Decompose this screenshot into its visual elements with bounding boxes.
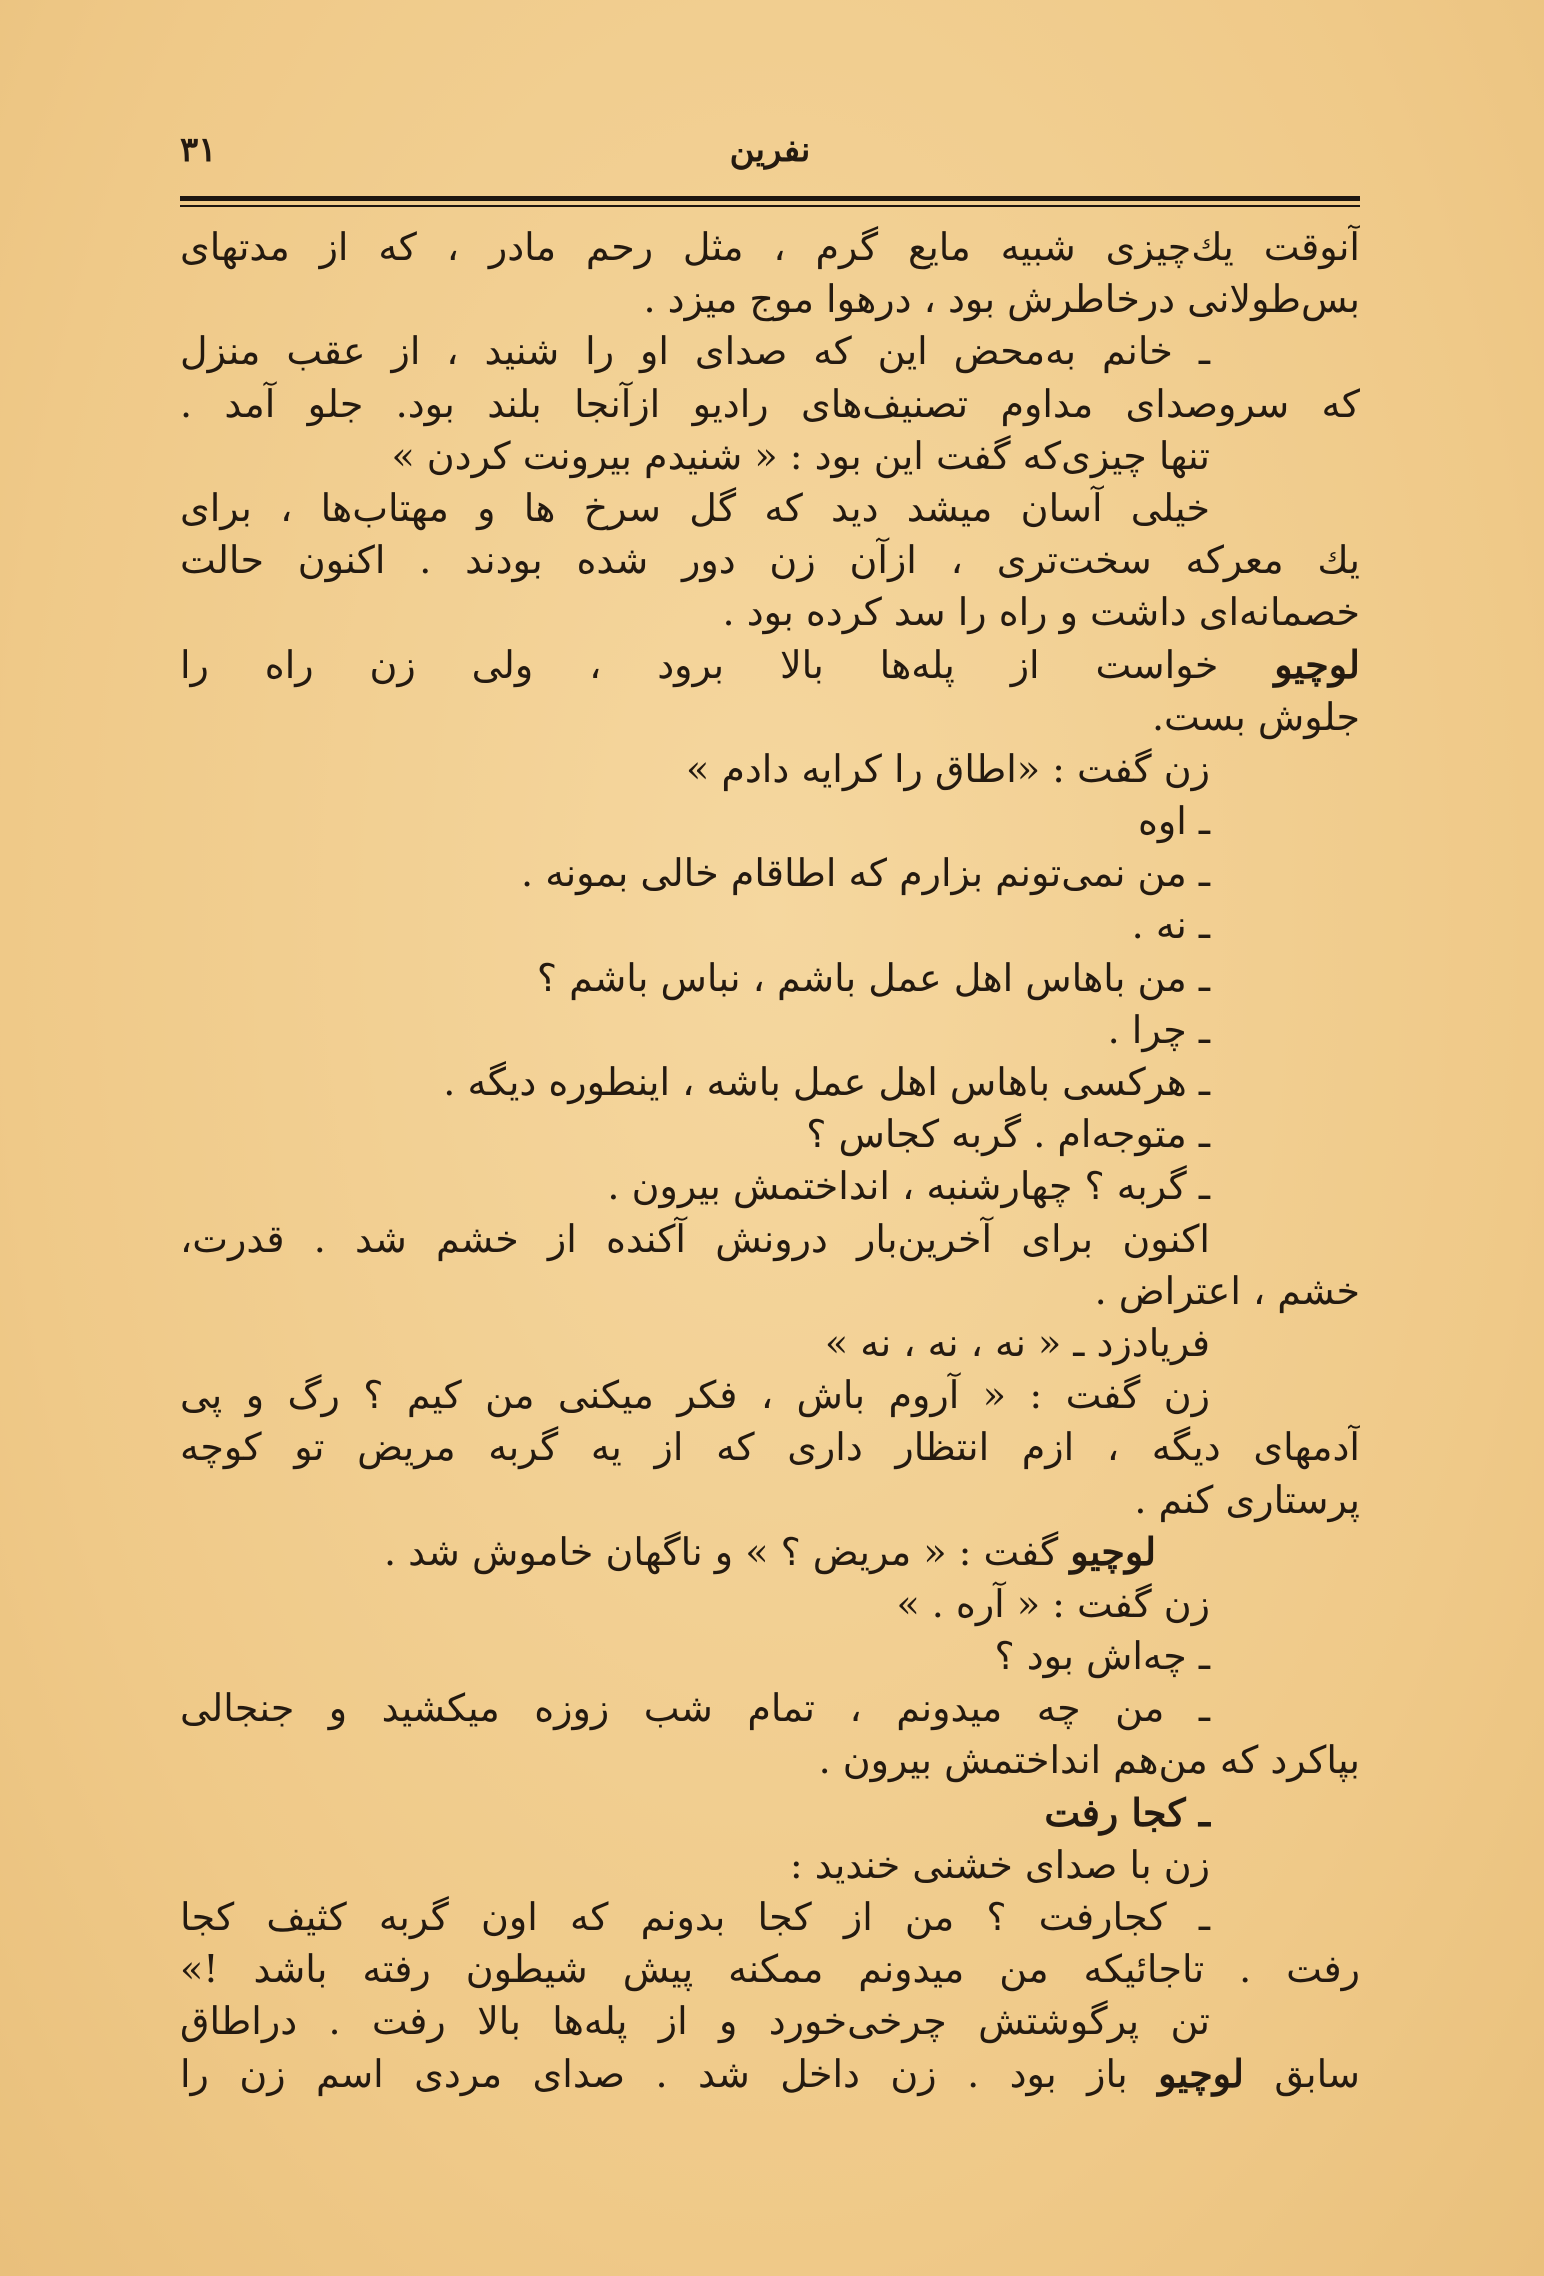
page-number: ۳۱ [180,130,217,170]
text-line: زن گفت : « آره . » [896,1581,1210,1626]
text-line: رفت . تاجائیکه من میدونم ممکنه پیش شیطون رفته باشد !» [180,1947,1360,1992]
text-line: بس‌طولانی درخاطرش بود ، درهوا موج میزد . [643,277,1360,322]
text-line: يك معركه سخت‌تری ، ازآن زن دور شده بودند . اکنون حالت [180,538,1360,583]
text-line: خصمانه‌ای داشت و راه را سد کرده بود . [722,590,1360,635]
text-line: ـ خانم به‌محض این که صدای او را شنید ، از عقب منزل [180,329,1210,374]
text-line: اکنون برای آخرین‌بار درونش آکنده از خشم شد . قدرت، [180,1216,1210,1261]
text-line: که سروصدای مداوم تصنیف‌های رادیو ازآنجا بلند بود. جلو آمد . [180,381,1360,426]
bold-name: لوچیو [1274,641,1360,687]
bold-name: لوچیو [1158,2050,1244,2096]
text-line: ـ چه‌اش بود ؟ [994,1634,1210,1679]
text-line: ـ کجا رفت [1044,1789,1210,1835]
text-line: زن گفت : «اطاق را کرایه دادم » [685,746,1210,791]
page-header [180,120,1360,190]
bold-name: لوچیو [1070,1528,1157,1574]
header-rule-thin [180,205,1360,207]
header-rule-thick [180,196,1360,201]
text-line: ـ من چه میدونم ، تمام شب زوزه میکشید و جنجالی [180,1686,1210,1731]
text-line: ـ هرکسی باهاس اهل عمل باشه ، اینطوره دیگه . [443,1060,1210,1104]
text-line: خیلی آسان میشد دید که گل سرخ ها و مهتاب‌ها ، برای [180,485,1210,530]
text-line: زن با صدای خشنی خندید : [789,1842,1210,1887]
text-line: لوچیو خواست از پله‌ها بالا برود ، ولی زن راه را [180,641,1360,687]
text-line: آنوقت يك‌چيزی شبیه مایع گرم ، مثل رحم مادر ، که از مدتهای [180,225,1360,269]
text-line: ـ اوه [1137,799,1210,844]
text-line: تن پرگوشتش چرخی‌خورد و از پله‌ها بالا رفت . دراطاق [180,1999,1210,2044]
text-line: ـ من نمی‌تونم بزارم که اطاقام خالی بمونه . [521,851,1210,896]
text-line: ـ چرا . [1107,1007,1210,1052]
text-line: ـ نه . [1131,903,1210,948]
text-line: خشم ، اعتراض . [1094,1268,1360,1313]
text-line: آدمهای دیگه ، ازم انتظار داری که از یه گربه مریض تو کوچه [180,1425,1360,1470]
text-line: فریادزد ـ « نه ، نه ، نه » [824,1320,1210,1365]
text-line: ـ کجارفت ؟ من از کجا بدونم که اون گربه کثیف کجا [180,1895,1210,1939]
text-line: جلوش بست. [1151,694,1360,739]
text-body [180,221,1360,2100]
text-line: لوچیو گفت : « مریض ؟ » و ناگهان خاموش شد . [383,1528,1157,1574]
text-line: بپاکرد که من‌هم انداختمش بیرون . [818,1738,1360,1783]
text-line: زن گفت : « آروم باش ، فکر میکنی من کیم ؟ رگ و پی [180,1373,1210,1418]
text-line: سابق لوچیو باز بود . زن داخل شد . صدای مردی اسم زن را [180,2050,1360,2096]
text-line: پرستاری کنم . [1134,1477,1360,1522]
book-page [180,120,1360,2220]
page-title: نفرین [729,130,811,170]
text-line: ـ متوجه‌ام . گربه کجاس ؟ [806,1112,1210,1157]
text-line: ـ من باهاس اهل عمل باشم ، نباس باشم ؟ [536,955,1210,1000]
text-line: ـ گربه ؟ چهارشنبه ، انداختمش بیرون . [607,1164,1210,1209]
text-line: تنها چیزی‌که گفت این بود : « شنیدم بیرونت کردن » [391,433,1210,478]
